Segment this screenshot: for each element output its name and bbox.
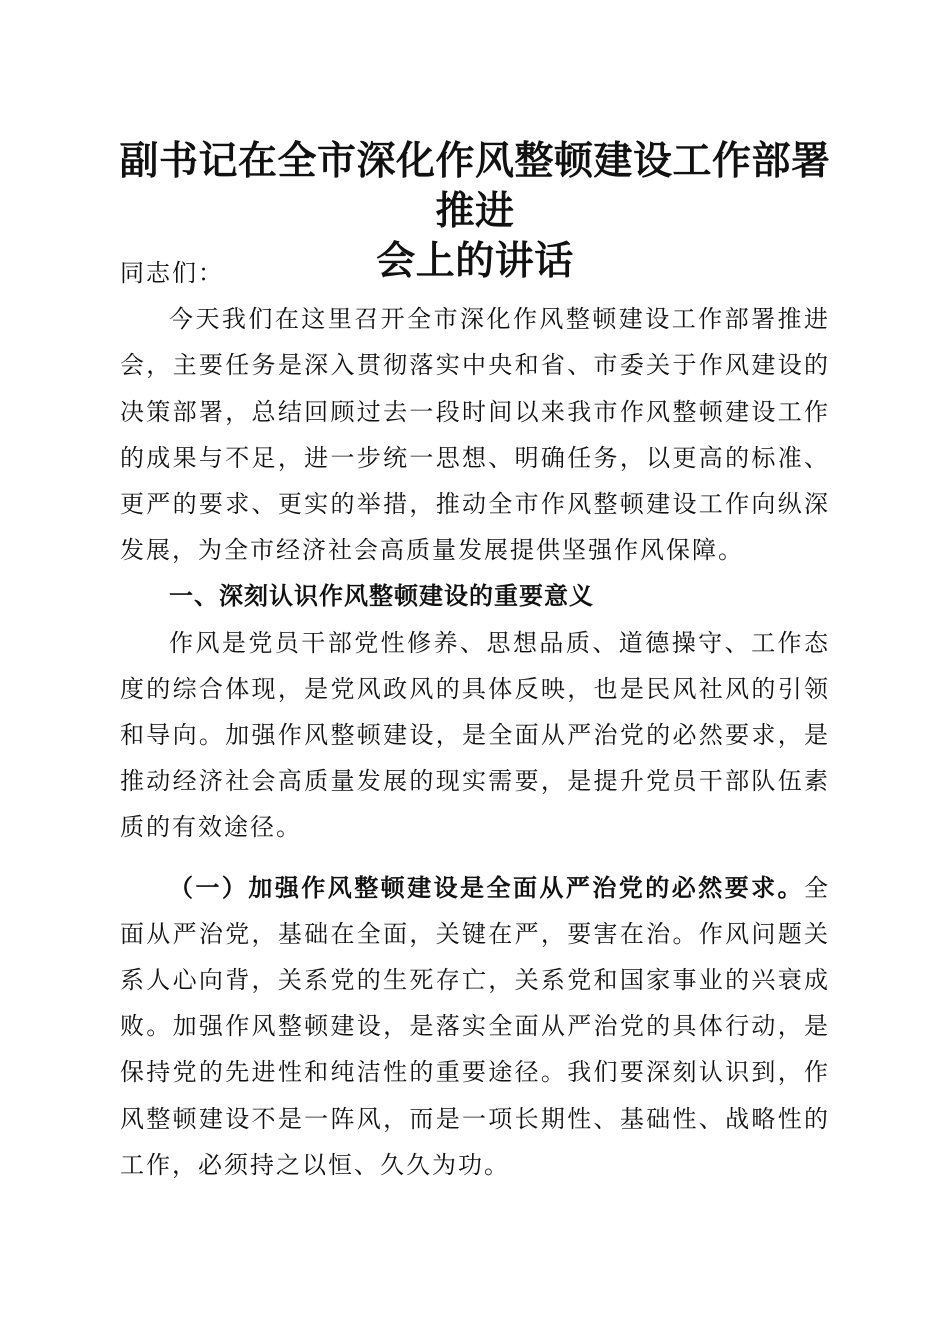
document-title-line-1: 副书记在全市深化作风整顿建设工作部署推进 [119, 138, 831, 234]
document-title-line-2: 会上的讲话 [376, 238, 574, 284]
section-1-paragraph: 作风是党员干部党性修养、思想品质、道德操守、工作态度的综合体现，是党风政风的具体反映，也是民风社风的引领和导向。加强作风整顿建设，是全面从严治党的必然要求，是推动经济社会高质量发展的现实需要，是提升党员干部队伍素质的有效途径。 [120, 628, 830, 842]
subsection-1-paragraph [120, 865, 830, 1188]
intro-paragraph: 今天我们在这里召开全市深化作风整顿建设工作部署推进会，主要任务是深入贯彻落实中央和省、市委关于作风建设的决策部署，总结回顾过去一段时间以来我市作风整顿建设工作的成果与不足，进一步统一思想、明确任务，以更高的标准、更严的要求、更实的举措，推动全市作风整顿建设工作向纵深发展，为全市经济社会高质量发展提供坚强作风保障。 [120, 305, 830, 565]
section-1-heading: 一、深刻认识作风整顿建设的重要意义 [169, 582, 594, 611]
subsection-1-heading: （一）加强作风整顿建设是全面从严治党的必然要求。 [169, 872, 804, 902]
document-body [120, 250, 830, 1188]
paragraph-spacer [120, 851, 830, 865]
subsection-1-body: 全面从严治党，基础在全面，关键在严，要害在治。作风问题关系人心向背，关系党的生死存亡，关系党和国家事业的兴衰成败。加强作风整顿建设，是落实全面从严治党的具体行动，是保持党的先进性和纯洁性的重要途径。我们要深刻认识到，作风整顿建设不是一阵风，而是一项长期性、基础性、战略性的工作，必须持之以恒、久久为功。 [120, 873, 830, 1179]
salutation: 同志们： [120, 259, 224, 287]
